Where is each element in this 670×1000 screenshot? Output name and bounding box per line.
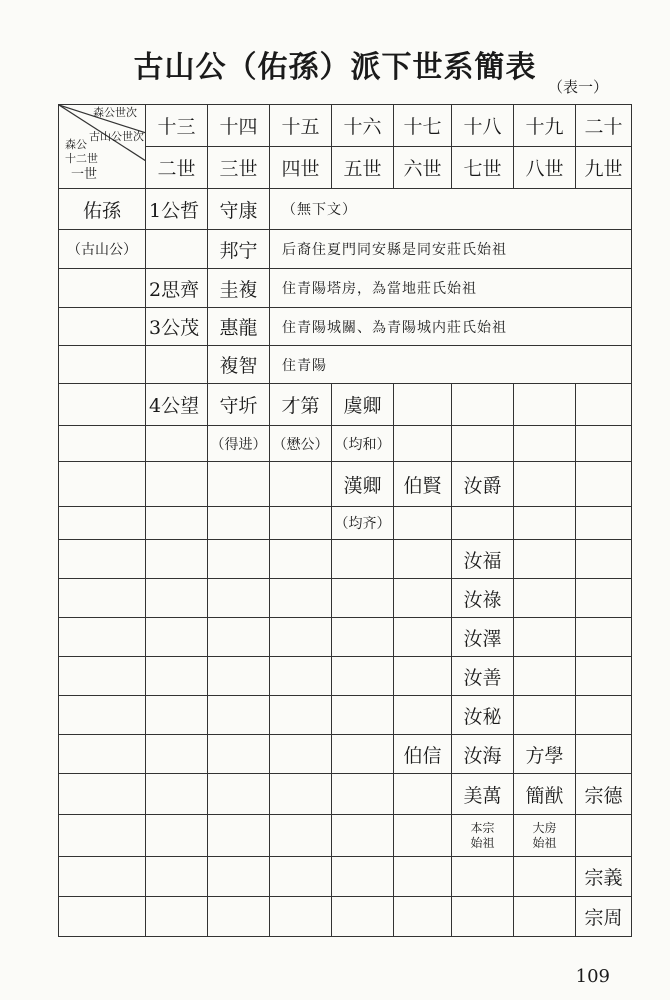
table-cell: 守康 (208, 189, 270, 230)
table-cell: 汝爵 (452, 462, 514, 507)
table-row (59, 618, 632, 657)
table-cell (208, 462, 270, 507)
table-cell (146, 696, 208, 735)
table-cell (332, 657, 394, 696)
table-cell (208, 774, 270, 815)
corner-label-first: 一世 (71, 167, 98, 182)
table-cell (576, 735, 632, 774)
table-cell: 汝海 (452, 735, 514, 774)
table-row (59, 426, 632, 462)
table-cell: 2思齊 (146, 269, 208, 308)
header-cell: 七世 (452, 147, 514, 189)
header-row-generation-sen (59, 105, 632, 147)
table-cell (576, 540, 632, 579)
table-cell (59, 897, 146, 937)
table-cell (270, 540, 332, 579)
header-cell: 九世 (576, 147, 632, 189)
table-cell (514, 507, 576, 540)
table-cell (576, 618, 632, 657)
note-cell: 住青陽塔房，為當地莊氏始祖 (270, 269, 632, 308)
table-row (59, 269, 632, 308)
table-row (59, 815, 632, 857)
corner-label-sen-generation: 森公世次 (93, 106, 137, 119)
table-row (59, 230, 632, 269)
table-cell (59, 426, 146, 462)
table-row (59, 735, 632, 774)
table-cell (270, 696, 332, 735)
table-cell (270, 815, 332, 857)
table-cell (394, 897, 452, 937)
table-cell (270, 735, 332, 774)
table-cell: （均和） (332, 426, 394, 462)
table-cell: 方學 (514, 735, 576, 774)
corner-label-sen: 森公 (65, 138, 87, 151)
founder-note: 大房始祖 (532, 820, 557, 850)
header-cell: 二世 (146, 147, 208, 189)
corner-label-gushan-generation: 古山公世次 (89, 130, 144, 143)
header-cell: 十六 (332, 105, 394, 147)
table-cell (146, 857, 208, 897)
table-cell (394, 857, 452, 897)
table-cell: （得进） (208, 426, 270, 462)
table-cell (452, 507, 514, 540)
table-cell (452, 426, 514, 462)
table-cell (146, 507, 208, 540)
table-cell (394, 696, 452, 735)
header-cell: 十五 (270, 105, 332, 147)
table-cell: （古山公） (59, 230, 146, 269)
table-cell (514, 897, 576, 937)
table-cell (514, 462, 576, 507)
table-row (59, 774, 632, 815)
table-cell (394, 426, 452, 462)
table-cell: 圭複 (208, 269, 270, 308)
genealogy-table (58, 104, 632, 937)
table-cell (59, 735, 146, 774)
table-cell (208, 897, 270, 937)
table-cell: 才第 (270, 384, 332, 426)
page-title: 古山公（佑孫）派下世系簡表 (133, 50, 537, 85)
table-cell (208, 735, 270, 774)
table-cell (146, 897, 208, 937)
table-cell (270, 657, 332, 696)
header-cell: 四世 (270, 147, 332, 189)
table-cell: 虞卿 (332, 384, 394, 426)
table-cell (146, 540, 208, 579)
table-row (59, 897, 632, 937)
table-cell (332, 618, 394, 657)
table-cell: 美萬 (452, 774, 514, 815)
corner-cell (59, 105, 146, 189)
table-row (59, 384, 632, 426)
table-cell: 守圻 (208, 384, 270, 426)
table-cell: 漢卿 (332, 462, 394, 507)
table-cell (146, 657, 208, 696)
table-cell (59, 618, 146, 657)
table-cell (59, 857, 146, 897)
table-cell (270, 507, 332, 540)
table-cell (394, 657, 452, 696)
table-cell: 1公哲 (146, 189, 208, 230)
table-cell: 宗德 (576, 774, 632, 815)
table-subtitle: （表一） (547, 78, 608, 96)
table-cell (208, 579, 270, 618)
table-cell (146, 815, 208, 857)
header-cell: 二十 (576, 105, 632, 147)
table-cell (59, 462, 146, 507)
table-cell (514, 426, 576, 462)
table-cell (146, 618, 208, 657)
table-cell (332, 696, 394, 735)
table-cell (394, 774, 452, 815)
table-cell: （均齐） (332, 507, 394, 540)
corner-label-twelfth: 十二世 (65, 152, 98, 165)
table-cell: 汝澤 (452, 618, 514, 657)
table-cell (146, 230, 208, 269)
table-cell (270, 579, 332, 618)
table-cell (208, 815, 270, 857)
table-cell (514, 815, 576, 857)
table-row (59, 308, 632, 346)
table-cell: 伯賢 (394, 462, 452, 507)
note-cell: 住青陽城關、為青陽城内莊氏始祖 (270, 308, 632, 346)
table-cell (452, 384, 514, 426)
table-cell (576, 462, 632, 507)
founder-note: 本宗始祖 (470, 820, 495, 850)
table-cell (576, 579, 632, 618)
table-cell: 邦宁 (208, 230, 270, 269)
table-cell: 佑孫 (59, 189, 146, 230)
table-cell: 汝秘 (452, 696, 514, 735)
table-cell (514, 618, 576, 657)
header-cell: 十八 (452, 105, 514, 147)
table-cell (270, 618, 332, 657)
table-row (59, 579, 632, 618)
header-cell: 十九 (514, 105, 576, 147)
table-cell (208, 507, 270, 540)
table-cell (332, 579, 394, 618)
table-cell: 汝祿 (452, 579, 514, 618)
table-cell (576, 696, 632, 735)
table-cell: 簡猷 (514, 774, 576, 815)
table-cell (576, 507, 632, 540)
table-cell (394, 384, 452, 426)
table-cell (514, 657, 576, 696)
table-cell (59, 269, 146, 308)
header-cell: 三世 (208, 147, 270, 189)
table-cell (576, 815, 632, 857)
table-cell (59, 696, 146, 735)
table-cell (332, 897, 394, 937)
table-cell (146, 774, 208, 815)
table-cell: 伯信 (394, 735, 452, 774)
table-cell (514, 579, 576, 618)
table-cell (270, 897, 332, 937)
table-cell (576, 384, 632, 426)
table-cell (514, 857, 576, 897)
table-cell (146, 579, 208, 618)
header-cell: 八世 (514, 147, 576, 189)
header-cell: 十四 (208, 105, 270, 147)
table-cell (146, 346, 208, 384)
table-cell (332, 735, 394, 774)
table-cell (452, 815, 514, 857)
table-cell (59, 774, 146, 815)
table-cell: 汝福 (452, 540, 514, 579)
table-cell (270, 774, 332, 815)
table-cell (59, 815, 146, 857)
table-cell (514, 696, 576, 735)
table-cell (146, 735, 208, 774)
table-cell: 汝善 (452, 657, 514, 696)
table-row (59, 507, 632, 540)
note-cell: 住青陽 (270, 346, 632, 384)
table-row (59, 346, 632, 384)
table-cell: 宗周 (576, 897, 632, 937)
table-cell (146, 426, 208, 462)
table-cell: 4公望 (146, 384, 208, 426)
table-row (59, 462, 632, 507)
table-cell (59, 657, 146, 696)
table-cell (514, 540, 576, 579)
table-row (59, 696, 632, 735)
header-cell: 五世 (332, 147, 394, 189)
table-cell (59, 346, 146, 384)
table-cell (146, 462, 208, 507)
table-cell (576, 657, 632, 696)
table-cell (394, 507, 452, 540)
table-cell: 複智 (208, 346, 270, 384)
table-cell (332, 857, 394, 897)
header-cell: 六世 (394, 147, 452, 189)
note-cell: （無下文） (270, 189, 632, 230)
table-cell (59, 308, 146, 346)
table-cell (270, 857, 332, 897)
table-row (59, 857, 632, 897)
table-cell: 3公茂 (146, 308, 208, 346)
table-cell: 惠龍 (208, 308, 270, 346)
page-number: 109 (575, 966, 610, 987)
table-cell (332, 540, 394, 579)
table-cell (208, 696, 270, 735)
table-cell: 宗義 (576, 857, 632, 897)
table-cell (208, 540, 270, 579)
table-cell (208, 857, 270, 897)
table-cell (452, 857, 514, 897)
genealogy-table-wrapper (58, 104, 632, 937)
table-cell (270, 462, 332, 507)
table-cell (59, 579, 146, 618)
table-cell (576, 426, 632, 462)
table-cell (394, 815, 452, 857)
table-cell (332, 774, 394, 815)
table-cell (394, 618, 452, 657)
table-cell (332, 815, 394, 857)
table-cell (59, 507, 146, 540)
table-cell (514, 384, 576, 426)
table-row (59, 189, 632, 230)
table-cell (208, 618, 270, 657)
table-cell (394, 540, 452, 579)
table-row (59, 540, 632, 579)
table-cell (394, 579, 452, 618)
table-cell (59, 540, 146, 579)
table-cell: （懋公） (270, 426, 332, 462)
table-cell (452, 897, 514, 937)
note-cell: 后裔住夏門同安縣是同安莊氏始祖 (270, 230, 632, 269)
header-cell: 十七 (394, 105, 452, 147)
header-cell: 十三 (146, 105, 208, 147)
table-row (59, 657, 632, 696)
table-cell (208, 657, 270, 696)
table-cell (59, 384, 146, 426)
